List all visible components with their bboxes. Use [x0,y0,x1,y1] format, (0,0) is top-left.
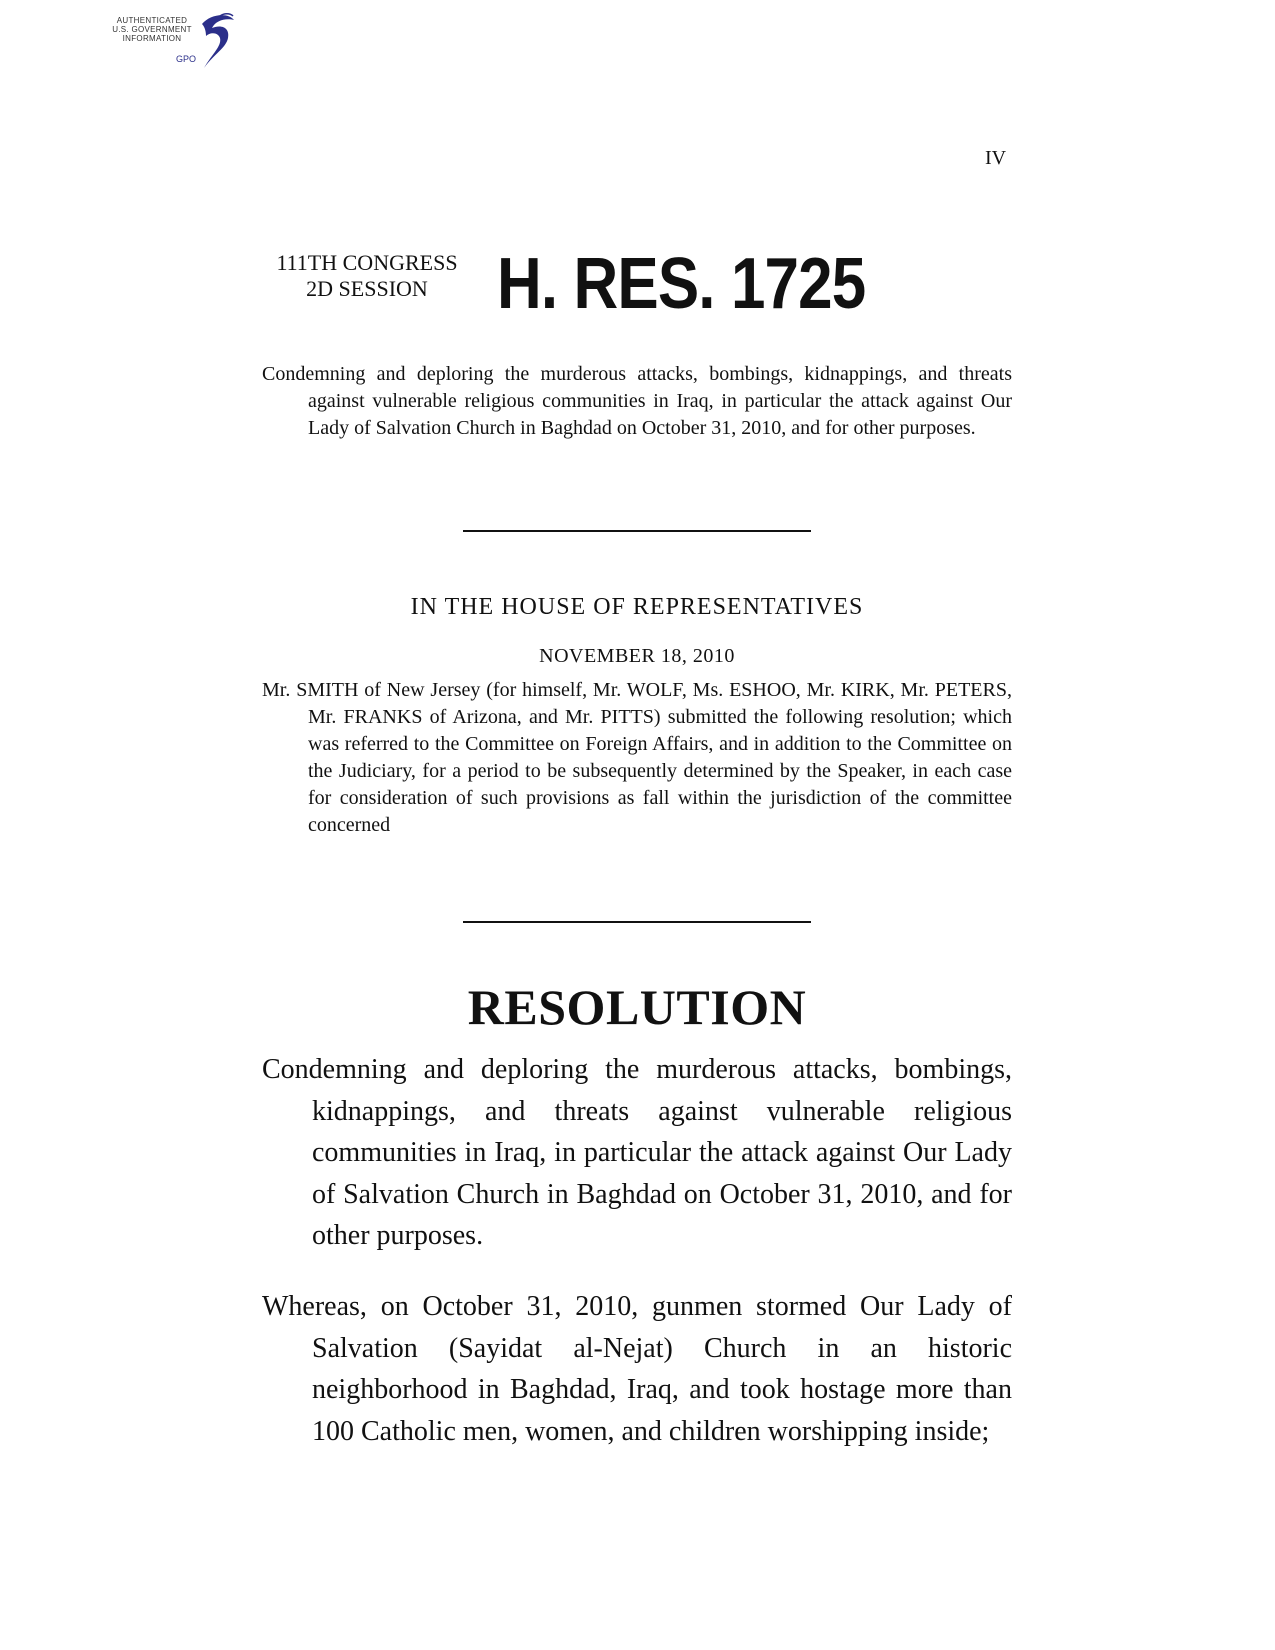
logo-line-3: INFORMATION [122,34,182,43]
gpo-authentication-logo [106,10,246,76]
title-summary: Condemning and deploring the murderous attacks, bombings, kidnappings, and threats against vulnerable religious communities in Iraq, in particular the attack against Our Lady of Salvation Church in Baghdad on October 31, 2010, and for other purposes. [262,363,1012,439]
official-title: Condemning and deploring the murderous attacks, bombings, kidnappings, and threats against vulnerable religious communities in Iraq, in particular the attack against Our Lady of Salvation Church in Baghdad on October 31, 2010, and for other purposes. [262,1054,1012,1251]
resolution-heading: RESOLUTION [467,979,807,1035]
chamber-heading: IN THE HOUSE OF REPRESENTATIVES [410,594,864,620]
sponsors-paragraph: Mr. SMITH of New Jersey (for himself, Mr. WOLF, Ms. ESHOO, Mr. KIRK, Mr. PETERS, Mr. FRANKS of Arizona, and Mr. PITTS) submitted the following resolution; which was referred to the Committee on Foreign Affairs, and in addition to the Committee on the Judiciary, for a period to be subsequently determined by the Speaker, in each case for consideration of such provisions as fall within the jurisdiction of the committee concerned [262,679,1012,836]
gpo-mark: GPO [176,54,197,64]
divider-rule [463,530,811,532]
introduction-date: NOVEMBER 18, 2010 [539,645,735,667]
session-line: 2D SESSION [306,276,428,301]
eagle-icon [198,10,238,72]
divider-rule [463,921,811,923]
congress-line: 111TH CONGRESS [276,250,458,275]
congress-session-block [262,250,472,302]
bill-number: H. RES. 1725 [497,244,866,324]
logo-line-2: U.S. GOVERNMENT [112,25,192,34]
whereas-clause: Whereas, on October 31, 2010, gunmen stormed Our Lady of Salvation (Sayidat al-Nejat) Church in an historic neighborhood in Baghdad, Iraq, and took hostage more than 100 Catholic men, women, and children worshipping inside; [262,1291,1012,1447]
logo-text [106,16,198,43]
logo-line-1: AUTHENTICATED [116,16,188,25]
page-number: IV [985,147,1007,169]
